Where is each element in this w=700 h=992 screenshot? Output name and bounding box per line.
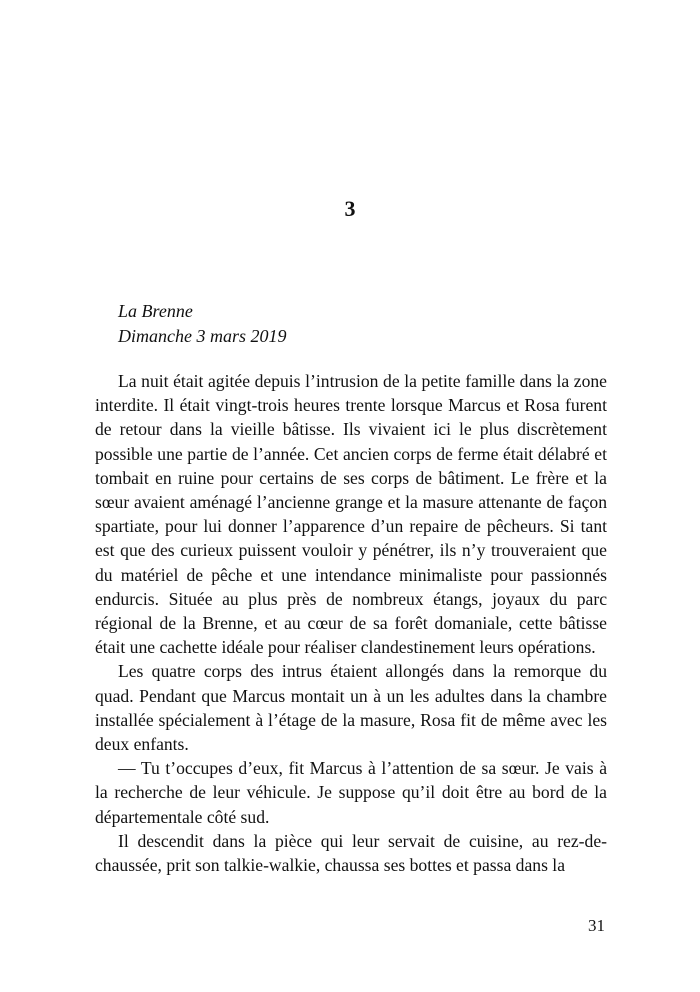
dialogue-paragraph: — Tu t’occupes d’eux, fit Marcus à l’attention de sa sœur. Je vais à la recherche de leur véhicule. Je suppose qu’il doit être au bord de la départementale côté sud. bbox=[95, 758, 607, 827]
body-text bbox=[95, 369, 607, 877]
date-line: Dimanche 3 mars 2019 bbox=[118, 326, 287, 346]
page-number: 31 bbox=[588, 916, 605, 935]
paragraph: Il descendit dans la pièce qui leur servait de cuisine, au rez-de-chaussée, prit son talkie-walkie, chaussa ses bottes et passa dans la bbox=[95, 830, 607, 876]
paragraph: La nuit était agitée depuis l’intrusion de la petite famille dans la zone interdite. Il était vingt-trois heures trente lorsque Marcus et Rosa furent de retour dans la vieille bâtisse. Ils vivaient ici le plus discrètement possible une partie de l’année. Cet ancien corps de ferme était délabré et tombait en ruine pour certains de ses corps de bâtiment. Le frère et la sœur avaient aménagé l’ancienne grange et la masure attenante de façon spartiate, pour lui donner l’apparence d’un repaire de pêcheurs. Si tant est que des curieux puissent vouloir y pénétrer, ils n’y trouveraient que du matériel de pêche et une intendance minimaliste pour passionnés endurcis. Située au plus près de nombreux étangs, joyaux du parc régional de la Brenne, et au cœur de sa forêt domaniale, cette bâtisse était une cachette idéale pour réaliser clandestinement leurs opérations. bbox=[95, 371, 607, 658]
chapter-number: 3 bbox=[344, 196, 356, 221]
paragraph: Les quatre corps des intrus étaient allongés dans la remorque du quad. Pendant que Marcus montait un à un les adultes dans la chambre installée spécialement à l’étage de la masure, Rosa fit de même avec les deux enfants. bbox=[95, 661, 607, 755]
location-line: La Brenne bbox=[118, 301, 193, 321]
chapter-heading bbox=[118, 299, 287, 349]
